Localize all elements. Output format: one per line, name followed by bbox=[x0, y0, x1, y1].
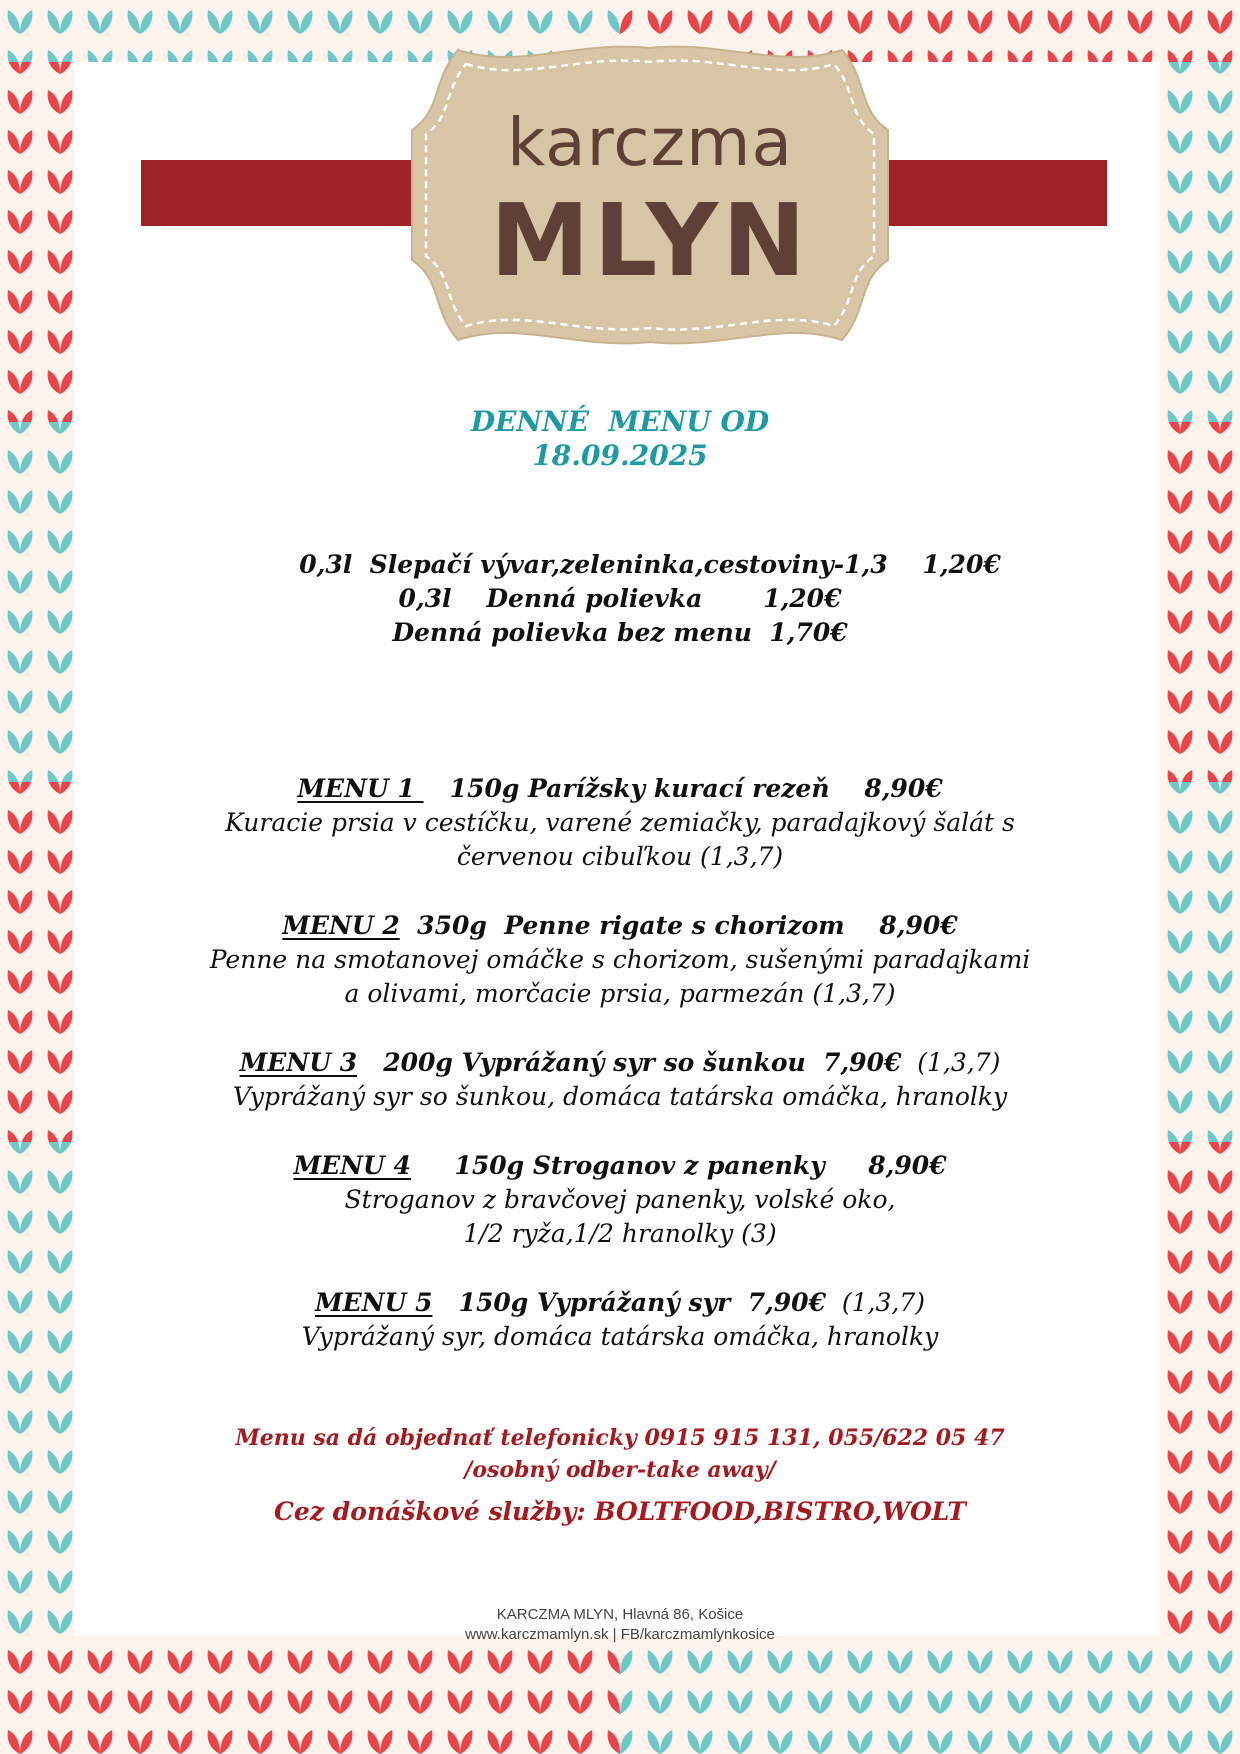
ribbon-left bbox=[141, 160, 431, 226]
title-line: DENNÉ MENU OD bbox=[470, 405, 770, 438]
menu-label: MENU 3 bbox=[239, 1048, 358, 1077]
menu-title: 350g Penne rigate s chorizom 8,90€ bbox=[399, 911, 958, 940]
title-date: 18.09.2025 bbox=[532, 439, 708, 472]
footer bbox=[120, 1605, 1120, 1645]
menu-heading bbox=[120, 1046, 1120, 1080]
delivery-services: Cez donáškové služby: BOLTFOOD,BISTRO,WOLT bbox=[274, 1497, 966, 1526]
menu-item-4 bbox=[120, 1149, 1120, 1251]
menu-title: 150g Vyprážaný syr 7,90€ bbox=[432, 1288, 826, 1317]
menu-title: 200g Vyprážaný syr so šunkou 7,90€ bbox=[357, 1048, 902, 1077]
menu-label: MENU 1 bbox=[297, 774, 424, 803]
menu-heading bbox=[120, 1149, 1120, 1183]
order-phone: Menu sa dá objednať telefonicky 0915 915 131, 055/622 05 47 bbox=[235, 1425, 1005, 1451]
menu-description: a olivami, morčacie prsia, parmezán (1,3,7) bbox=[344, 979, 896, 1008]
soup-item-1: 0,3l Slepačí vývar,zeleninka,cestoviny-1,3 1,20€ bbox=[299, 550, 1001, 579]
logo-karczma: karczma bbox=[507, 104, 793, 181]
menu-item-5 bbox=[120, 1286, 1120, 1354]
menu-title: 150g Stroganov z panenky 8,90€ bbox=[410, 1151, 947, 1180]
logo-mlyn: MLYN bbox=[490, 182, 810, 299]
menu-item-1 bbox=[120, 772, 1120, 874]
footer-web: www.karczmamlyn.sk | FB/karczmamlynkosice bbox=[465, 1626, 775, 1643]
menu-allergens: (1,3,7) bbox=[825, 1288, 925, 1317]
menu-description: Penne na smotanovej omáčke s chorizom, sušenými paradajkami bbox=[209, 945, 1031, 974]
menu-heading bbox=[120, 1286, 1120, 1320]
ribbon-right bbox=[885, 160, 1107, 226]
menu-label: MENU 2 bbox=[282, 911, 400, 940]
soup-item-3: Denná polievka bez menu 1,70€ bbox=[392, 618, 848, 647]
title-block bbox=[120, 405, 1120, 473]
menu-label: MENU 4 bbox=[293, 1151, 411, 1180]
soup-item-2: 0,3l Denná polievka 1,20€ bbox=[398, 584, 842, 613]
menu-description: Vyprážaný syr so šunkou, domáca tatárska omáčka, hranolky bbox=[232, 1082, 1008, 1111]
order-takeaway: /osobný odber-take away/ bbox=[464, 1457, 776, 1483]
menu-label: MENU 5 bbox=[314, 1288, 433, 1317]
footer-address: KARCZMA MLYN, Hlavná 86, Košice bbox=[496, 1606, 744, 1623]
menu-title: 150g Parížsky kurací rezeň 8,90€ bbox=[423, 774, 943, 803]
menu-description: Kuracie prsia v cestíčku, varené zemiačky, paradajkový šalát s bbox=[225, 808, 1015, 837]
menu-item-3 bbox=[120, 1046, 1120, 1114]
menu-description: Stroganov z bravčovej panenky, volské oko, bbox=[344, 1185, 896, 1214]
order-info bbox=[120, 1422, 1120, 1486]
menu-item-2 bbox=[120, 909, 1120, 1011]
menu-heading bbox=[120, 772, 1120, 806]
menu-allergens: (1,3,7) bbox=[901, 1048, 1001, 1077]
menu-description: Vyprážaný syr, domáca tatárska omáčka, hranolky bbox=[301, 1322, 939, 1351]
menu-description: červenou cibuľkou (1,3,7) bbox=[456, 842, 784, 871]
menu-description: 1/2 ryža,1/2 hranolky (3) bbox=[463, 1219, 777, 1248]
menu-heading bbox=[120, 909, 1120, 943]
